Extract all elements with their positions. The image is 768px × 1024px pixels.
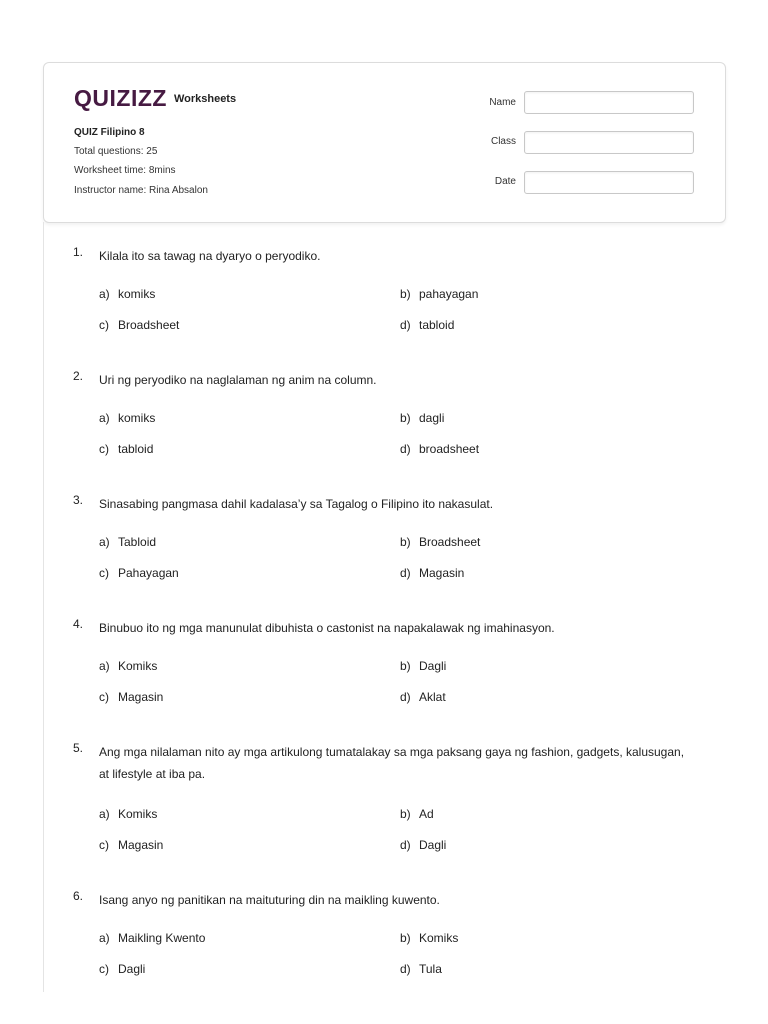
option-letter: a) xyxy=(99,807,110,821)
option-b xyxy=(400,807,434,821)
option-text: Aklat xyxy=(419,690,446,704)
option-text: komiks xyxy=(118,287,156,301)
option-letter: b) xyxy=(400,931,411,945)
option-b xyxy=(400,659,446,673)
option-letter: b) xyxy=(400,659,411,673)
logo-subtitle: Worksheets xyxy=(173,92,237,105)
class-label: Class xyxy=(490,136,516,147)
question-number: 2. xyxy=(73,369,84,383)
option-letter: c) xyxy=(99,690,109,704)
option-text: tabloid xyxy=(118,442,154,456)
option-c xyxy=(99,442,153,456)
option-text: pahayagan xyxy=(419,287,479,301)
option-text: Maikling Kwento xyxy=(118,931,206,945)
option-b xyxy=(400,535,480,549)
option-text: Magasin xyxy=(419,566,465,580)
brand xyxy=(74,85,236,112)
option-letter: d) xyxy=(400,962,411,976)
option-text: Broadsheet xyxy=(419,535,481,549)
option-b xyxy=(400,411,444,425)
option-text: Komiks xyxy=(118,807,158,821)
name-field[interactable] xyxy=(524,91,694,114)
question-number: 4. xyxy=(73,617,84,631)
option-a xyxy=(99,931,205,945)
option-letter: d) xyxy=(400,690,411,704)
question-text: Uri ng peryodiko na naglalaman ng anim na column. xyxy=(99,373,377,387)
option-letter: d) xyxy=(400,566,411,580)
option-letter: d) xyxy=(400,838,411,852)
option-letter: d) xyxy=(400,318,411,332)
option-letter: b) xyxy=(400,287,411,301)
option-text: broadsheet xyxy=(419,442,480,456)
total-questions: Total questions: 25 xyxy=(74,146,158,157)
option-a xyxy=(99,807,157,821)
option-text: Dagli xyxy=(419,659,447,673)
option-d xyxy=(400,962,442,976)
option-text: Tula xyxy=(419,962,442,976)
option-text: Magasin xyxy=(118,690,164,704)
option-letter: a) xyxy=(99,931,110,945)
option-text: Komiks xyxy=(419,931,459,945)
question-text: Kilala ito sa tawag na dyaryo o peryodiko. xyxy=(99,249,321,263)
name-label: Name xyxy=(489,97,516,108)
option-d xyxy=(400,566,464,580)
option-letter: a) xyxy=(99,287,110,301)
option-c xyxy=(99,318,179,332)
option-letter: b) xyxy=(400,411,411,425)
question-text: Isang anyo ng panitikan na maituturing din na maikling kuwento. xyxy=(99,893,440,907)
option-letter: b) xyxy=(400,535,411,549)
option-text: Tabloid xyxy=(118,535,157,549)
quiz-title: QUIZ Filipino 8 xyxy=(74,127,145,138)
option-d xyxy=(400,318,454,332)
option-a xyxy=(99,411,155,425)
option-letter: b) xyxy=(400,807,411,821)
option-a xyxy=(99,287,155,301)
option-letter: c) xyxy=(99,962,109,976)
option-c xyxy=(99,690,163,704)
worksheet-time: Worksheet time: 8mins xyxy=(74,165,176,176)
question-text: Binubuo ito ng mga manunulat dibuhista o castonist na napakalawak ng imahinasyon. xyxy=(99,621,555,635)
option-c xyxy=(99,838,163,852)
page-left-edge xyxy=(43,222,44,992)
instructor-name: Instructor name: Rina Absalon xyxy=(74,185,208,196)
option-text: Dagli xyxy=(419,838,447,852)
option-b xyxy=(400,931,458,945)
worksheet-header xyxy=(43,62,726,223)
date-field[interactable] xyxy=(524,171,694,194)
question-number: 3. xyxy=(73,493,84,507)
option-letter: c) xyxy=(99,442,109,456)
option-d xyxy=(400,838,446,852)
option-letter: c) xyxy=(99,318,109,332)
option-text: dagli xyxy=(419,411,445,425)
option-c xyxy=(99,566,179,580)
option-b xyxy=(400,287,478,301)
question-number: 1. xyxy=(73,245,84,259)
option-text: Komiks xyxy=(118,659,158,673)
option-letter: a) xyxy=(99,535,110,549)
option-text: Dagli xyxy=(118,962,146,976)
option-c xyxy=(99,962,145,976)
option-a xyxy=(99,659,157,673)
class-field[interactable] xyxy=(524,131,694,154)
option-letter: d) xyxy=(400,442,411,456)
option-text: Magasin xyxy=(118,838,164,852)
question-number: 5. xyxy=(73,741,84,755)
question-text: Ang mga nilalaman nito ay mga artikulong tumatalakay sa mga paksang gaya ng fashion, gadgets, kalusugan, at lifestyle at iba pa. xyxy=(99,745,685,781)
date-label: Date xyxy=(494,176,516,187)
option-text: Pahayagan xyxy=(118,566,179,580)
option-d xyxy=(400,690,446,704)
question-text: Sinasabing pangmasa dahil kadalasa’y sa Tagalog o Filipino ito nakasulat. xyxy=(99,497,494,511)
question-number: 6. xyxy=(73,889,84,903)
option-text: Broadsheet xyxy=(118,318,180,332)
quizizz-logo: QUIZIZZ xyxy=(74,85,167,111)
option-letter: a) xyxy=(99,659,110,673)
option-a xyxy=(99,535,156,549)
option-letter: c) xyxy=(99,566,109,580)
option-letter: a) xyxy=(99,411,110,425)
option-text: tabloid xyxy=(419,318,455,332)
option-d xyxy=(400,442,479,456)
option-text: Ad xyxy=(419,807,434,821)
option-text: komiks xyxy=(118,411,156,425)
option-letter: c) xyxy=(99,838,109,852)
